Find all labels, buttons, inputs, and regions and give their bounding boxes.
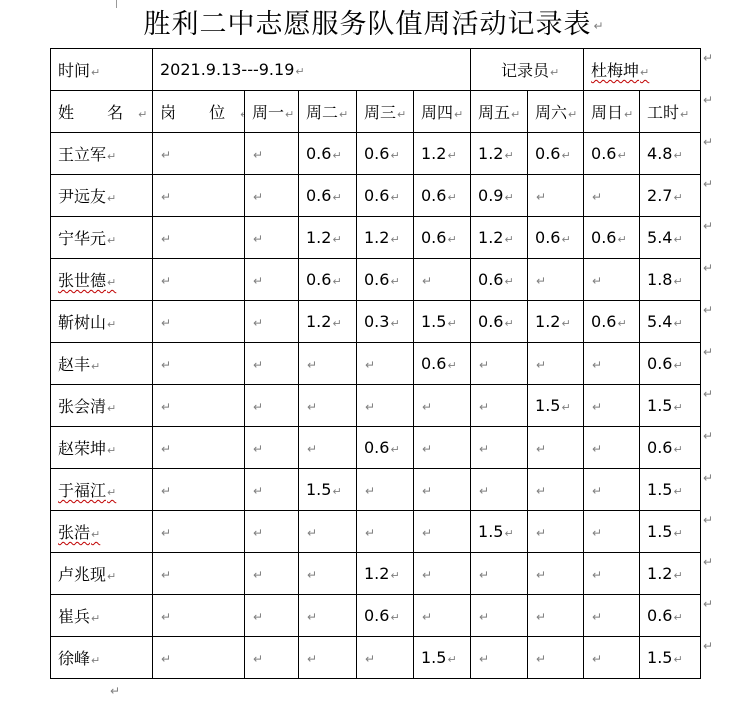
- duty-cell-d6[interactable]: [528, 427, 584, 469]
- duty-record-table: [50, 48, 701, 679]
- table-row: [51, 511, 701, 553]
- hours-cell[interactable]: 2.7 ↵: [640, 175, 701, 217]
- duty-cell-post[interactable]: [153, 217, 245, 259]
- duty-cell-d5[interactable]: 0.6 ↵: [471, 301, 528, 343]
- duty-cell-d5[interactable]: 1.2 ↵: [471, 217, 528, 259]
- volunteer-name-cell[interactable]: 宁华元 ↵: [51, 217, 153, 259]
- duty-cell-d3[interactable]: [357, 385, 414, 427]
- hours-cell[interactable]: 5.4 ↵: [640, 301, 701, 343]
- duty-cell-d3[interactable]: 0.3 ↵: [357, 301, 414, 343]
- volunteer-name-cell[interactable]: 张会清 ↵: [51, 385, 153, 427]
- duty-cell-d1[interactable]: [245, 343, 299, 385]
- duty-cell-d4[interactable]: 1.5 ↵: [414, 301, 471, 343]
- row-end-mark: ↵: [703, 302, 714, 317]
- duty-cell-d5[interactable]: [471, 343, 528, 385]
- column-header-row: [51, 91, 701, 133]
- duty-cell-d3[interactable]: 0.6 ↵: [357, 595, 414, 637]
- column-header-2: 周一 ↵: [245, 91, 299, 133]
- row-end-mark: ↵: [703, 638, 714, 653]
- volunteer-name-cell[interactable]: 张浩 ↵: [51, 511, 153, 553]
- row-end-mark: ↵: [703, 512, 714, 527]
- table-row: [51, 301, 701, 343]
- duty-cell-d5[interactable]: [471, 553, 528, 595]
- column-header-3: 周二 ↵: [299, 91, 357, 133]
- duty-cell-d5[interactable]: [471, 385, 528, 427]
- duty-cell-d4[interactable]: 1.5 ↵: [414, 637, 471, 679]
- volunteer-name-cell[interactable]: 尹远友 ↵: [51, 175, 153, 217]
- duty-cell-d6[interactable]: 0.6 ↵: [528, 133, 584, 175]
- page-title: 胜利二中志愿服务队值周活动记录表 ↵: [143, 9, 605, 40]
- hours-cell[interactable]: 0.6 ↵: [640, 427, 701, 469]
- row-end-mark: ↵: [703, 92, 714, 107]
- column-header-0: 姓 名 ↵: [51, 91, 153, 133]
- duty-cell-d6[interactable]: 1.2 ↵: [528, 301, 584, 343]
- duty-cell-d6[interactable]: 1.5 ↵: [528, 385, 584, 427]
- table-row: [51, 595, 701, 637]
- hours-cell[interactable]: 1.2 ↵: [640, 553, 701, 595]
- duty-cell-d6[interactable]: [528, 511, 584, 553]
- duty-cell-d7[interactable]: 0.6 ↵: [584, 217, 640, 259]
- row-end-mark: ↵: [703, 176, 714, 191]
- hours-cell[interactable]: 1.5 ↵: [640, 511, 701, 553]
- duty-cell-d3[interactable]: 0.6 ↵: [357, 427, 414, 469]
- hours-cell[interactable]: 0.6 ↵: [640, 595, 701, 637]
- duty-cell-d2[interactable]: [299, 343, 357, 385]
- duty-cell-d3[interactable]: [357, 343, 414, 385]
- duty-cell-d1[interactable]: [245, 469, 299, 511]
- duty-cell-d3[interactable]: 0.6 ↵: [357, 259, 414, 301]
- table-row: [51, 343, 701, 385]
- duty-cell-d1[interactable]: [245, 259, 299, 301]
- duty-cell-d6[interactable]: [528, 637, 584, 679]
- hours-cell[interactable]: 0.6 ↵: [640, 343, 701, 385]
- duty-cell-d7[interactable]: [584, 637, 640, 679]
- duty-cell-d7[interactable]: [584, 553, 640, 595]
- duty-cell-d7[interactable]: 0.6 ↵: [584, 133, 640, 175]
- duty-cell-d5[interactable]: 1.2 ↵: [471, 133, 528, 175]
- table-row: [51, 469, 701, 511]
- column-header-5: 周四 ↵: [414, 91, 471, 133]
- table-row: [51, 427, 701, 469]
- duty-cell-d5[interactable]: 1.5 ↵: [471, 511, 528, 553]
- row-end-mark: ↵: [703, 260, 714, 275]
- row-end-mark: ↵: [703, 470, 714, 485]
- duty-cell-d4[interactable]: [414, 469, 471, 511]
- hours-cell[interactable]: 1.5 ↵: [640, 385, 701, 427]
- duty-cell-d1[interactable]: [245, 133, 299, 175]
- duty-cell-d2[interactable]: [299, 595, 357, 637]
- table-row: [51, 175, 701, 217]
- time-value[interactable]: 2021.9.13---9.19 ↵: [153, 49, 471, 91]
- duty-cell-d3[interactable]: [357, 637, 414, 679]
- hours-cell[interactable]: 1.5 ↵: [640, 469, 701, 511]
- column-header-9: 工时 ↵: [640, 91, 701, 133]
- row-end-mark: ↵: [703, 50, 714, 65]
- duty-cell-d6[interactable]: 0.6 ↵: [528, 217, 584, 259]
- duty-cell-d4[interactable]: 0.6 ↵: [414, 217, 471, 259]
- duty-cell-d2[interactable]: [299, 553, 357, 595]
- table-row: [51, 637, 701, 679]
- duty-cell-post[interactable]: [153, 343, 245, 385]
- table-row: [51, 259, 701, 301]
- duty-cell-d4[interactable]: [414, 595, 471, 637]
- volunteer-name-cell[interactable]: 崔兵 ↵: [51, 595, 153, 637]
- duty-cell-d3[interactable]: 0.6 ↵: [357, 133, 414, 175]
- duty-cell-d4[interactable]: 0.6 ↵: [414, 343, 471, 385]
- duty-cell-d4[interactable]: [414, 259, 471, 301]
- duty-cell-d2[interactable]: 1.5 ↵: [299, 469, 357, 511]
- volunteer-name-cell[interactable]: 徐峰 ↵: [51, 637, 153, 679]
- duty-cell-d5[interactable]: [471, 427, 528, 469]
- duty-cell-d6[interactable]: [528, 259, 584, 301]
- duty-cell-d7[interactable]: [584, 595, 640, 637]
- volunteer-name-cell[interactable]: 赵荣坤 ↵: [51, 427, 153, 469]
- row-end-mark: ↵: [703, 596, 714, 611]
- duty-cell-post[interactable]: [153, 301, 245, 343]
- duty-cell-d3[interactable]: 1.2 ↵: [357, 217, 414, 259]
- hours-cell[interactable]: 1.5 ↵: [640, 637, 701, 679]
- duty-cell-d2[interactable]: 1.2 ↵: [299, 301, 357, 343]
- duty-cell-d6[interactable]: [528, 343, 584, 385]
- duty-cell-d1[interactable]: [245, 301, 299, 343]
- duty-cell-d3[interactable]: 0.6 ↵: [357, 175, 414, 217]
- duty-cell-d1[interactable]: [245, 427, 299, 469]
- duty-cell-d7[interactable]: [584, 469, 640, 511]
- duty-cell-d4[interactable]: [414, 553, 471, 595]
- duty-cell-d2[interactable]: [299, 385, 357, 427]
- volunteer-name-cell[interactable]: 于福江 ↵: [51, 469, 153, 511]
- duty-cell-post[interactable]: [153, 511, 245, 553]
- table-row: [51, 553, 701, 595]
- duty-cell-d4[interactable]: [414, 511, 471, 553]
- duty-cell-post[interactable]: [153, 175, 245, 217]
- hours-cell[interactable]: 4.8 ↵: [640, 133, 701, 175]
- duty-cell-d2[interactable]: 0.6 ↵: [299, 175, 357, 217]
- table-row: [51, 217, 701, 259]
- row-end-mark: ↵: [703, 218, 714, 233]
- duty-cell-d1[interactable]: [245, 175, 299, 217]
- time-label: 时间 ↵: [51, 49, 153, 91]
- duty-cell-d4[interactable]: 0.6 ↵: [414, 175, 471, 217]
- duty-cell-d5[interactable]: [471, 469, 528, 511]
- row-end-mark: ↵: [703, 554, 714, 569]
- duty-cell-post[interactable]: [153, 553, 245, 595]
- duty-cell-d2[interactable]: 0.6 ↵: [299, 133, 357, 175]
- duty-cell-d6[interactable]: [528, 175, 584, 217]
- paragraph-mark: ↵: [110, 684, 121, 698]
- row-end-mark: ↵: [703, 134, 714, 149]
- duty-cell-d2[interactable]: [299, 637, 357, 679]
- duty-cell-d3[interactable]: [357, 511, 414, 553]
- duty-cell-d5[interactable]: 0.6 ↵: [471, 259, 528, 301]
- duty-cell-d4[interactable]: [414, 385, 471, 427]
- table-row: [51, 385, 701, 427]
- duty-cell-d2[interactable]: [299, 511, 357, 553]
- duty-cell-d6[interactable]: [528, 469, 584, 511]
- duty-cell-d7[interactable]: [584, 385, 640, 427]
- volunteer-name-cell[interactable]: 王立军 ↵: [51, 133, 153, 175]
- duty-cell-d7[interactable]: [584, 343, 640, 385]
- duty-cell-post[interactable]: [153, 595, 245, 637]
- duty-cell-d1[interactable]: [245, 511, 299, 553]
- hours-cell[interactable]: 5.4 ↵: [640, 217, 701, 259]
- duty-cell-d1[interactable]: [245, 637, 299, 679]
- duty-cell-d2[interactable]: 1.2 ↵: [299, 217, 357, 259]
- ruler-mark: [116, 0, 117, 8]
- row-end-mark: ↵: [703, 386, 714, 401]
- column-header-8: 周日 ↵: [584, 91, 640, 133]
- volunteer-name-cell[interactable]: 卢兆现 ↵: [51, 553, 153, 595]
- duty-cell-post[interactable]: [153, 385, 245, 427]
- duty-cell-d7[interactable]: [584, 511, 640, 553]
- duty-cell-d3[interactable]: [357, 469, 414, 511]
- row-end-mark: ↵: [703, 428, 714, 443]
- duty-cell-post[interactable]: [153, 259, 245, 301]
- duty-cell-post[interactable]: [153, 133, 245, 175]
- duty-cell-d5[interactable]: 0.9 ↵: [471, 175, 528, 217]
- row-end-mark: ↵: [703, 344, 714, 359]
- recorder-value[interactable]: 杜梅坤 ↵: [584, 49, 701, 91]
- duty-cell-d1[interactable]: [245, 385, 299, 427]
- duty-cell-d7[interactable]: [584, 259, 640, 301]
- duty-cell-post[interactable]: [153, 469, 245, 511]
- column-header-4: 周三 ↵: [357, 91, 414, 133]
- duty-cell-d3[interactable]: 1.2 ↵: [357, 553, 414, 595]
- column-header-6: 周五 ↵: [471, 91, 528, 133]
- duty-cell-post[interactable]: [153, 427, 245, 469]
- duty-cell-d1[interactable]: [245, 553, 299, 595]
- hours-cell[interactable]: 1.8 ↵: [640, 259, 701, 301]
- header-row: [51, 49, 701, 91]
- duty-cell-d1[interactable]: [245, 217, 299, 259]
- duty-cell-d7[interactable]: [584, 175, 640, 217]
- duty-cell-d4[interactable]: [414, 427, 471, 469]
- duty-cell-d7[interactable]: 0.6 ↵: [584, 301, 640, 343]
- duty-cell-d2[interactable]: 0.6 ↵: [299, 259, 357, 301]
- duty-cell-post[interactable]: [153, 637, 245, 679]
- duty-cell-d1[interactable]: [245, 595, 299, 637]
- recorder-label: 记录员 ↵: [471, 49, 584, 91]
- duty-cell-d5[interactable]: [471, 637, 528, 679]
- column-header-7: 周六 ↵: [528, 91, 584, 133]
- duty-cell-d5[interactable]: [471, 595, 528, 637]
- volunteer-name-cell[interactable]: 赵丰 ↵: [51, 343, 153, 385]
- duty-cell-d2[interactable]: [299, 427, 357, 469]
- duty-cell-d6[interactable]: [528, 595, 584, 637]
- duty-cell-d4[interactable]: 1.2 ↵: [414, 133, 471, 175]
- volunteer-name-cell[interactable]: 张世德 ↵: [51, 259, 153, 301]
- volunteer-name-cell[interactable]: 靳树山 ↵: [51, 301, 153, 343]
- table-row: [51, 133, 701, 175]
- column-header-1: 岗 位 ↵: [153, 91, 245, 133]
- duty-cell-d6[interactable]: [528, 553, 584, 595]
- duty-cell-d7[interactable]: [584, 427, 640, 469]
